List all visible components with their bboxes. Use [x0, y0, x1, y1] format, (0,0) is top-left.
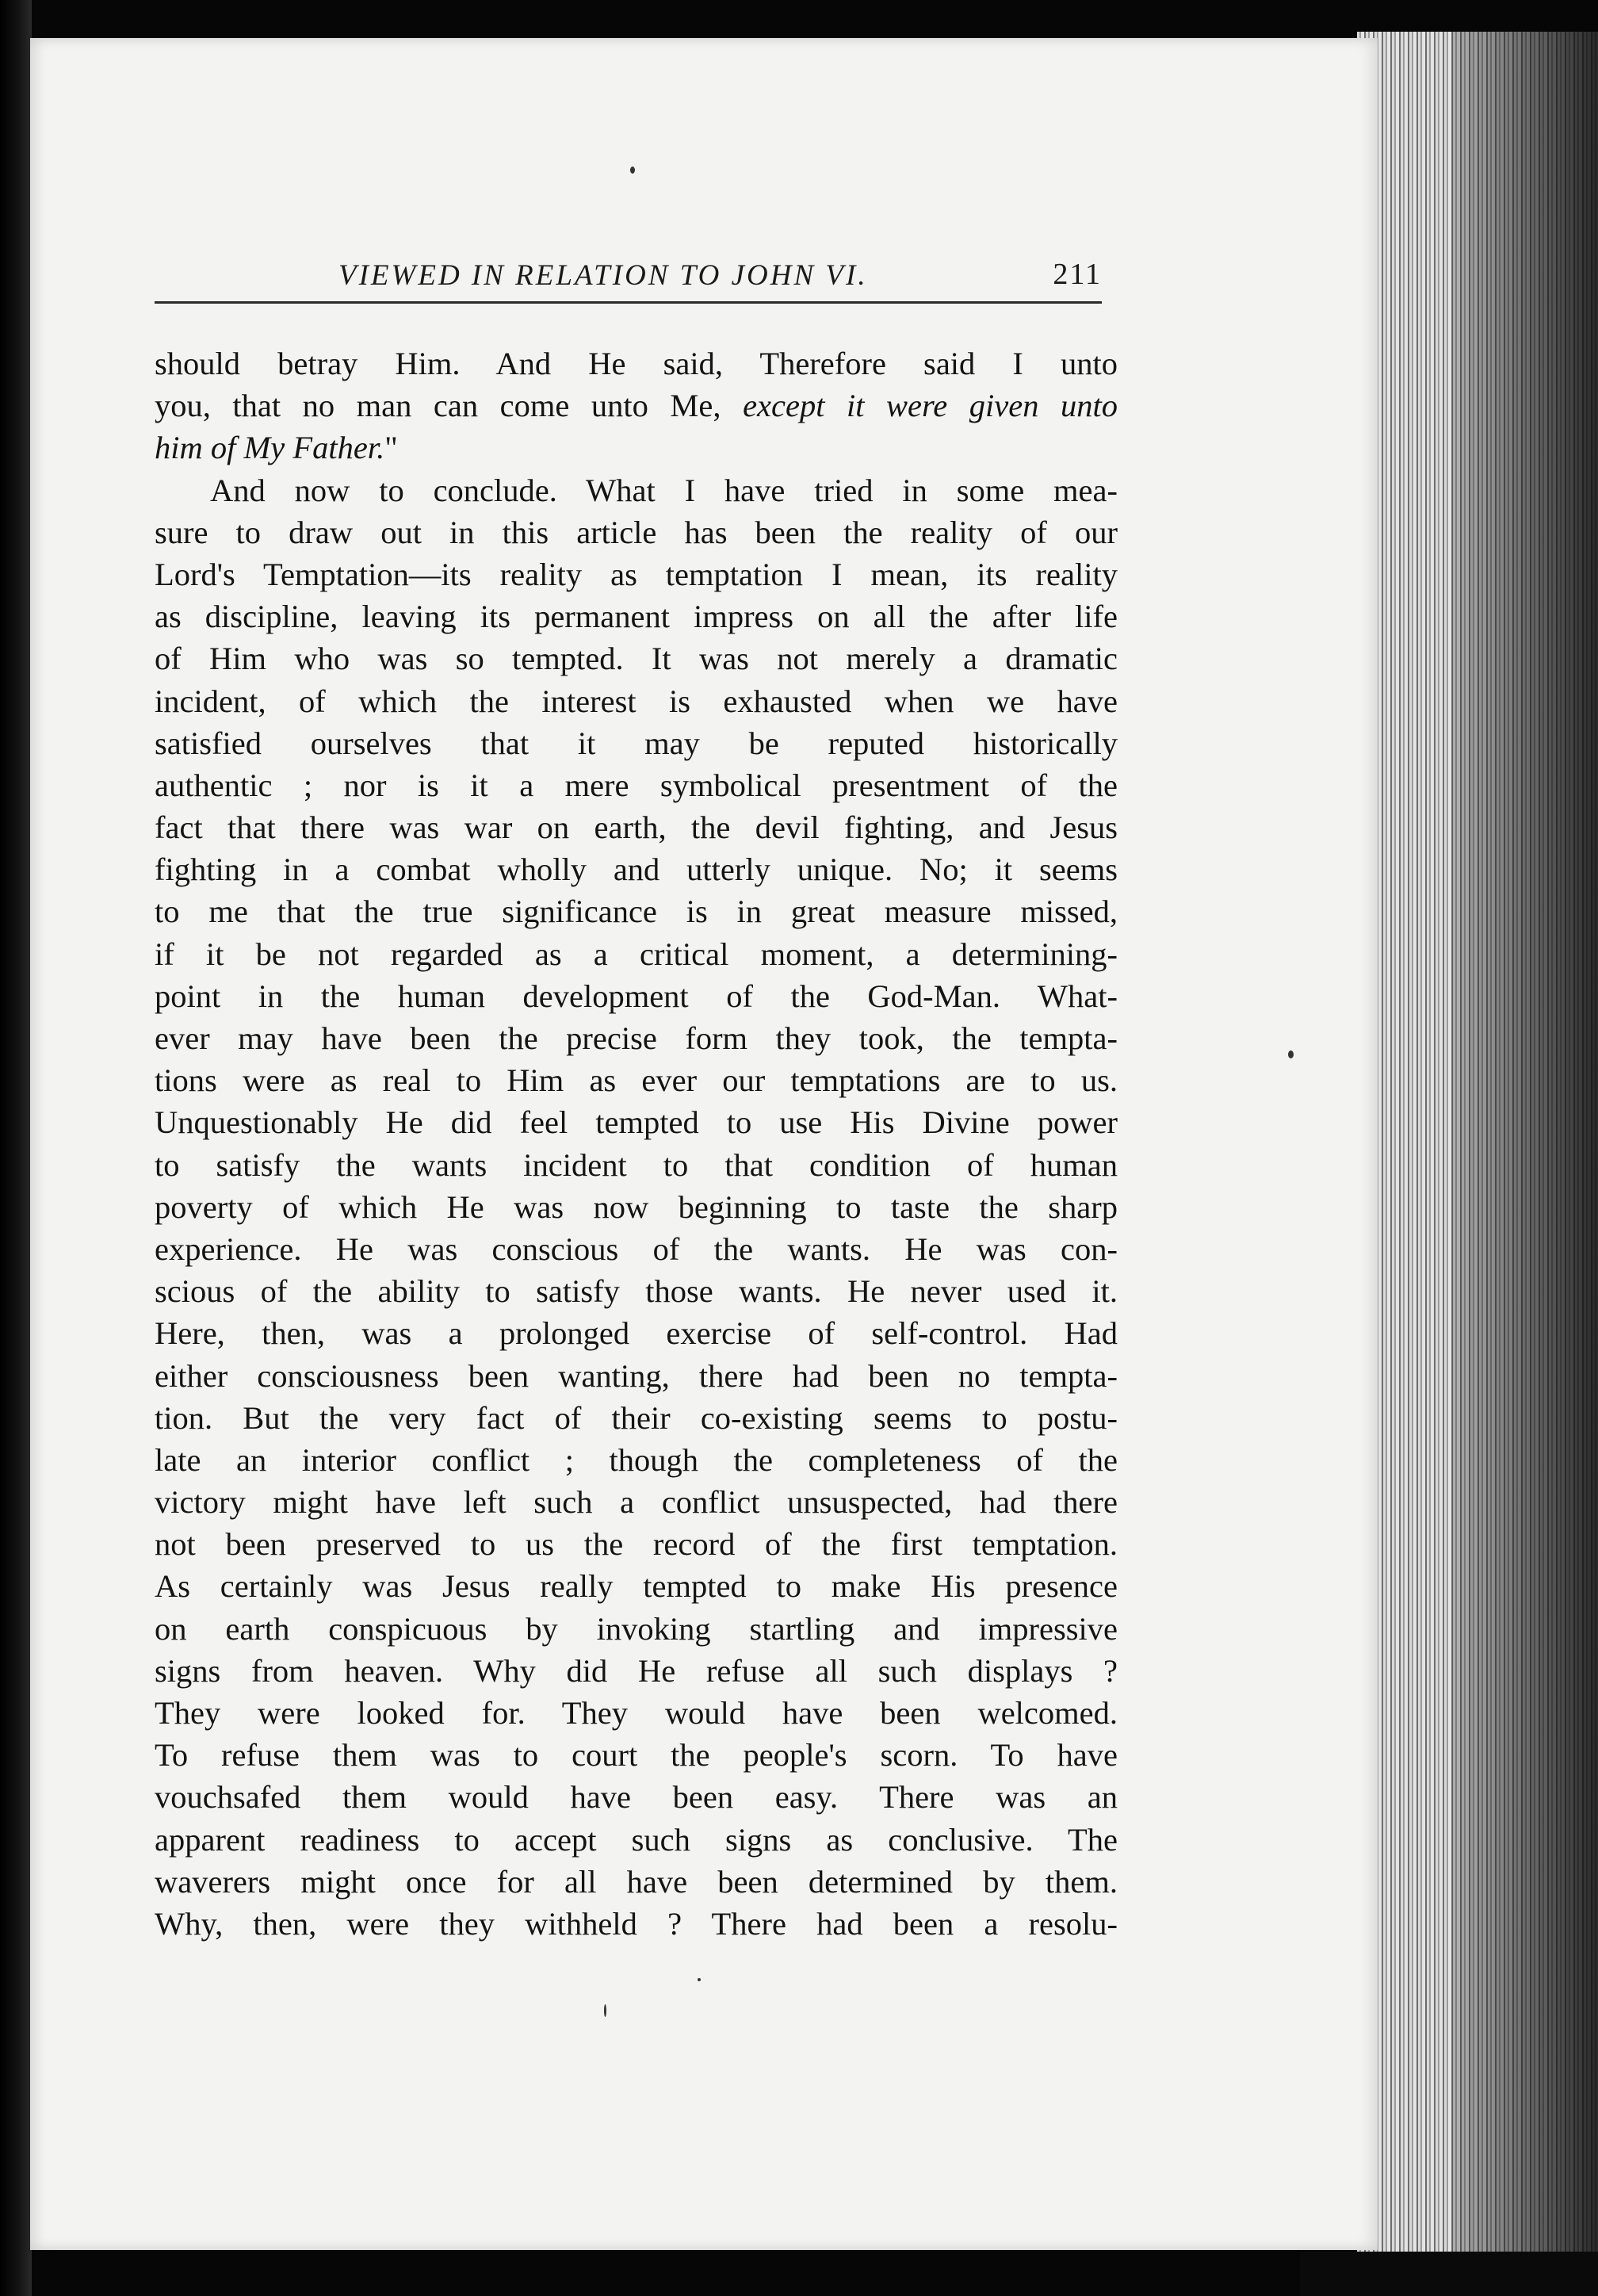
text-line: poverty of which He was now beginning to taste the sharp — [155, 1188, 1118, 1225]
dust-speck — [1288, 1050, 1294, 1058]
text-line: not been preserved to us the record of the first temptation. — [155, 1526, 1118, 1563]
text-line: satisfied ourselves that it may be reputed historically — [155, 725, 1118, 761]
page-edges — [1357, 32, 1598, 2252]
text-line: of Him who was so tempted. It was not merely a dramatic — [155, 641, 1118, 677]
text-line: sure to draw out in this article has been the reality of our — [155, 514, 1118, 550]
text-line: waverers might once for all have been determined by them. — [155, 1863, 1118, 1900]
text-line: as discipline, leaving its permanent impress on all the after life — [155, 599, 1118, 635]
text-line: victory might have left such a conflict unsuspected, had there — [155, 1484, 1118, 1521]
binding-edge — [0, 0, 32, 2296]
text-line: you, that no man can come unto Me, except it were given unto — [155, 388, 1118, 424]
text-line: vouchsafed them would have been easy. There was an — [155, 1779, 1118, 1816]
text-line: if it be not regarded as a critical moment, a determining- — [155, 936, 1118, 972]
page-number: 211 — [1053, 258, 1102, 291]
text-line: scious of the ability to satisfy those wants. He never used it. — [155, 1273, 1118, 1310]
text-line: signs from heaven. Why did He refuse all such displays ? — [155, 1652, 1118, 1689]
text-line: to me that the true significance is in great measure missed, — [155, 894, 1118, 930]
text-line: fact that there was war on earth, the devil fighting, and Jesus — [155, 809, 1118, 846]
dust-speck — [698, 1978, 701, 1981]
text-line: should betray Him. And He said, Therefore said I unto — [155, 346, 1118, 381]
header-rule — [155, 301, 1102, 304]
text-line: Here, then, was a prolonged exercise of self-control. Had — [155, 1315, 1118, 1352]
body-text — [155, 342, 1118, 1945]
text-line: either consciousness been wanting, there had been no tempta- — [155, 1357, 1118, 1394]
dust-speck — [604, 2004, 606, 2017]
text-line: experience. He was conscious of the wants. He was con- — [155, 1230, 1118, 1267]
text-line: to satisfy the wants incident to that condition of human — [155, 1146, 1118, 1183]
text-line: tion. But the very fact of their co-existing seems to postu- — [155, 1399, 1118, 1436]
running-title: VIEWED IN RELATION TO JOHN VI. — [338, 259, 868, 292]
text-line: tions were as real to Him as ever our temptations are to us. — [155, 1062, 1118, 1099]
text-line: late an interior conflict ; though the completeness of the — [155, 1441, 1118, 1478]
text-line: point in the human development of the God-Man. What- — [155, 978, 1118, 1014]
text-line: And now to conclude. What I have tried in some mea- — [210, 472, 1118, 508]
text-line: fighting in a combat wholly and utterly unique. No; it seems — [155, 851, 1118, 888]
text-line: Why, then, were they withheld ? There had been a resolu- — [155, 1905, 1118, 1942]
dust-speck — [630, 166, 635, 174]
text-line: Unquestionably He did feel tempted to use His Divine power — [155, 1104, 1118, 1141]
text-line: incident, of which the interest is exhausted when we have — [155, 683, 1118, 719]
text-line: apparent readiness to accept such signs as conclusive. The — [155, 1821, 1118, 1858]
text-line: authentic ; nor is it a mere symbolical presentment of the — [155, 767, 1118, 803]
running-header — [155, 252, 1102, 308]
scan-corner — [1300, 2252, 1598, 2296]
text-line: They were looked for. They would have been welcomed. — [155, 1695, 1118, 1731]
text-line: on earth conspicuous by invoking startling and impressive — [155, 1610, 1118, 1647]
text-line: him of My Father." — [155, 430, 398, 466]
text-line: Lord's Temptation—its reality as temptation I mean, its reality — [155, 556, 1118, 592]
text-line: As certainly was Jesus really tempted to make His presence — [155, 1568, 1118, 1605]
text-line: To refuse them was to court the people's scorn. To have — [155, 1737, 1118, 1774]
text-line: ever may have been the precise form they took, the tempta- — [155, 1020, 1118, 1056]
